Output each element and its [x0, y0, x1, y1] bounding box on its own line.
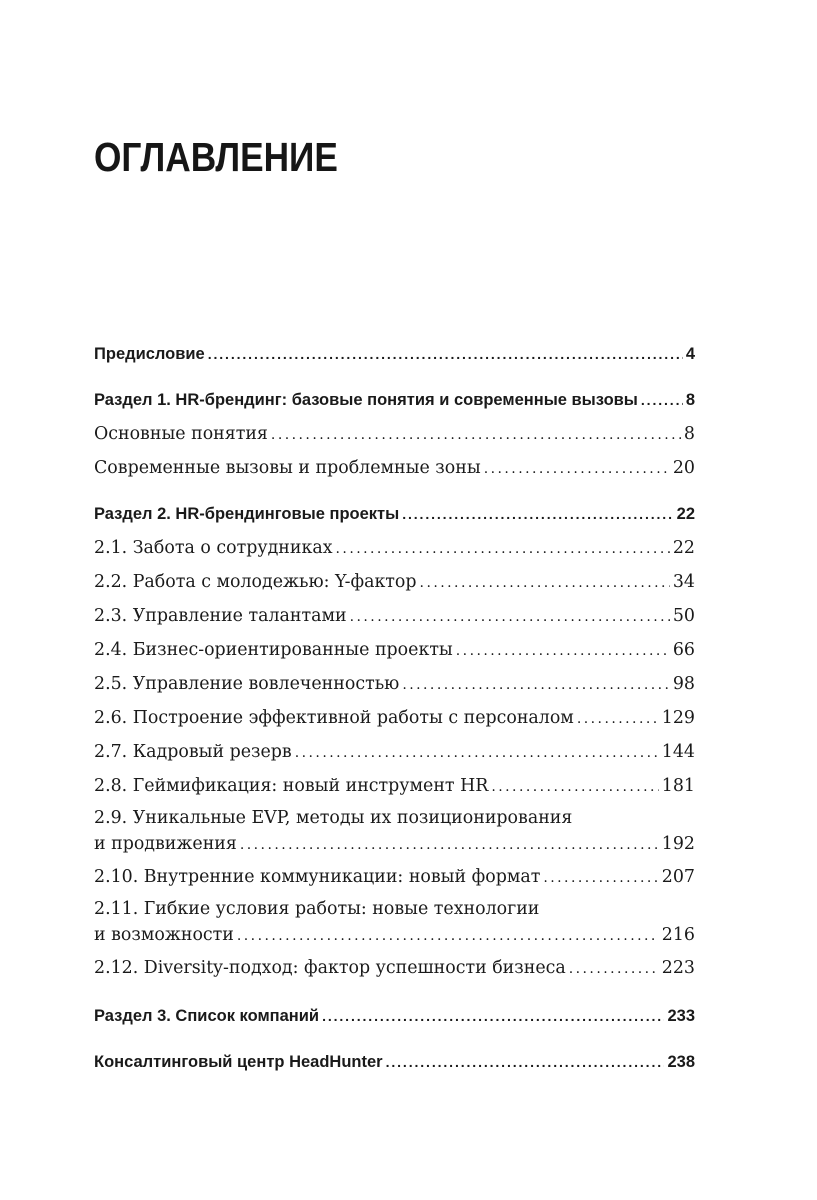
toc-entry-title: Предисловие [94, 345, 205, 363]
dot-leader [322, 999, 664, 1033]
toc-page-number: 34 [672, 572, 695, 592]
toc-entry-title: 2.12. Diversity-подход: фактор успешности бизнеса [94, 958, 566, 978]
toc-entry-title: 2.5. Управление вовлеченностью [94, 674, 400, 694]
dot-leader [402, 667, 670, 702]
toc-entry-title: 2.6. Построение эффективной работы с персоналом [94, 708, 574, 728]
toc-page-number: 216 [661, 925, 695, 945]
toc-entry-title: 2.8. Геймификация: новый инструмент HR [94, 776, 489, 796]
toc-entry-title: Консалтинговый центр HeadHunter [94, 1053, 383, 1071]
toc-entry-title: Раздел 1. HR-брендинг: базовые понятия и современные вызовы [94, 391, 638, 409]
toc-entry-multiline[interactable] [94, 803, 695, 860]
toc-entry-title: 2.3. Управление талантами [94, 606, 347, 626]
toc-page-number: 223 [661, 958, 695, 978]
toc-page-number: 22 [676, 505, 695, 523]
toc-page-number: 98 [672, 674, 695, 694]
dot-leader [569, 951, 659, 986]
toc-entry-title: 2.7. Кадровый резерв [94, 742, 292, 762]
toc-page-number: 66 [672, 640, 695, 660]
dot-leader [484, 451, 670, 486]
dot-leader [402, 497, 673, 531]
dot-leader [295, 735, 659, 770]
dot-leader [237, 922, 659, 950]
dot-leader [491, 769, 658, 804]
toc-entry[interactable] [94, 531, 695, 565]
toc-entry-title: 2.4. Бизнес-ориентированные проекты [94, 640, 453, 660]
toc-page-number: 8 [683, 424, 695, 444]
toc-page-number: 8 [685, 391, 695, 409]
toc-entry[interactable] [94, 701, 695, 735]
toc-entry-title: 2.9. Уникальные EVP, методы их позиционирования [94, 808, 573, 828]
dot-leader [543, 860, 658, 895]
toc-entry-consulting[interactable] [94, 1045, 695, 1079]
toc-entry[interactable] [94, 451, 695, 485]
toc-page-number: 181 [661, 776, 695, 796]
toc-entry-section-3[interactable] [94, 999, 695, 1033]
toc-entry[interactable] [94, 951, 695, 985]
toc-page-number: 207 [661, 867, 695, 887]
toc-entry[interactable] [94, 417, 695, 451]
toc-entry-section-2[interactable] [94, 497, 695, 531]
toc-entry-title: Современные вызовы и проблемные зоны [94, 458, 481, 478]
dot-leader [577, 701, 659, 736]
toc-entry-title: 2.10. Внутренние коммуникации: новый формат [94, 867, 541, 887]
toc-page-number: 144 [661, 742, 695, 762]
toc-page-number: 4 [685, 345, 695, 363]
toc-entry[interactable] [94, 633, 695, 667]
toc-page-number: 233 [667, 1007, 695, 1025]
toc-entry-title: 2.1. Забота о сотрудниках [94, 538, 333, 558]
table-of-contents [94, 337, 695, 1079]
toc-entry-section-1[interactable] [94, 383, 695, 417]
toc-entry-title-continued: и возможности [94, 925, 234, 945]
dot-leader [271, 417, 681, 452]
toc-entry-title: Раздел 2. HR-брендинговые проекты [94, 505, 400, 523]
toc-entry-multiline[interactable] [94, 894, 695, 951]
dot-leader [420, 565, 670, 600]
dot-leader [350, 599, 670, 634]
dot-leader [456, 633, 670, 668]
toc-entry-title: Основные понятия [94, 424, 268, 444]
toc-entry[interactable] [94, 769, 695, 803]
dot-leader [386, 1045, 665, 1079]
toc-entry[interactable] [94, 860, 695, 894]
toc-entry[interactable] [94, 565, 695, 599]
toc-entry-title-continued: и продвижения [94, 834, 237, 854]
toc-page-number: 238 [667, 1053, 695, 1071]
toc-entry[interactable] [94, 735, 695, 769]
toc-entry-title: 2.2. Работа с молодежью: Y-фактор [94, 572, 417, 592]
toc-page-number: 22 [672, 538, 695, 558]
dot-leader [336, 531, 670, 566]
toc-page-number: 20 [672, 458, 695, 478]
toc-entry-preface[interactable] [94, 337, 695, 371]
page-title: ОГЛАВЛЕНИЕ [94, 134, 338, 180]
toc-entry-title: 2.11. Гибкие условия работы: новые технологии [94, 899, 540, 919]
toc-entry[interactable] [94, 667, 695, 701]
toc-page-number: 192 [661, 834, 695, 854]
dot-leader [240, 831, 659, 859]
toc-entry-title: Раздел 3. Список компаний [94, 1007, 320, 1025]
toc-entry[interactable] [94, 599, 695, 633]
dot-leader [641, 383, 683, 417]
toc-page-number: 50 [672, 606, 695, 626]
dot-leader [208, 337, 683, 371]
toc-page-number: 129 [661, 708, 695, 728]
